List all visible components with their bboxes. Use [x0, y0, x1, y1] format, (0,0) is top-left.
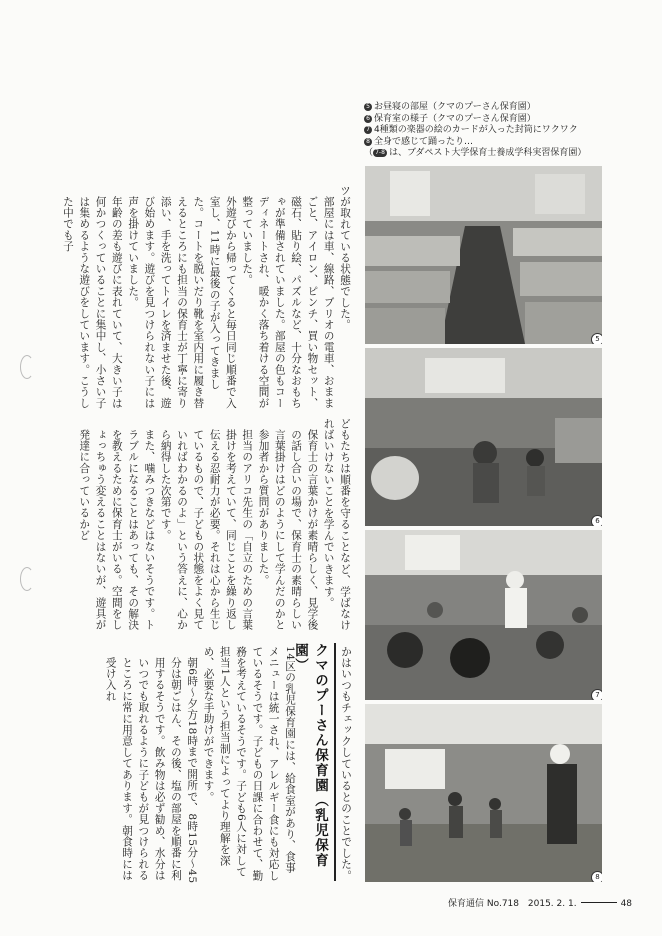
photo-number-7: 7 [591, 689, 602, 700]
caption-note: （ 7-8 は、ブダペスト大学保育士養成学科実習保育園） [364, 148, 587, 159]
publication-name: 保育通信 [448, 899, 485, 909]
paragraph: 部屋には車、線路、ブリオの電車、おままごと、アイロン、ピンチ、買い物セット、磁石、貼り絵、パズルなど、十分なおもちゃが準備されていました。部屋の色もコーディネートされ、暖かく落ち着ける空間が整っていました。 [241, 195, 335, 409]
caption-6: 6 保育室の様子（クマのプーさん保育園） [364, 114, 604, 126]
photo-number-6: 6 [591, 515, 602, 526]
section-subtitle: （乳児保育園） [292, 643, 328, 868]
photo-captions [364, 102, 604, 160]
photo-nap-room-image [365, 166, 602, 344]
paragraph: かはいつもチェックしているとのことでした。 [340, 646, 352, 882]
paragraph: 保育士の言葉かけが素晴らしく、見学後の話し合いの場で、保育士の素晴らしい言葉掛けはどのようにして学んだのかと参加者から質問がありました。 [257, 428, 319, 631]
paragraph: ツが取れている状態でした。 [339, 185, 351, 331]
caption-5: 5 お昼寝の部屋（クマのプーさん保育園） [364, 102, 604, 114]
photo-nap-room [365, 166, 602, 344]
text-column-middle [30, 418, 353, 640]
paragraph: 年齢の差も遊びに表れていて、大きい子は何かつくっていることに集中し、小さい子は集めるような遊びをしています。こうした中でも子 [61, 195, 123, 409]
section-title: クマのプーさん保育園 [312, 643, 328, 793]
page-number: 48 [620, 899, 633, 909]
footer-rule [581, 902, 617, 903]
paragraph: どもたちは順番を守ることなど、学ばなければいけないことを学んでいきます。 [322, 418, 351, 631]
text-column-lower-continuation [336, 646, 354, 884]
paragraph: 14区の乳児保育園には、給食室があり、食事メニューは統一され、アレルギー食にも対応しているそうです。子どもの日課に合わせて、勤務を考えているそうです。子ども6人に対して担当1人という担当制によってより理解を深め、必要な手助けができます。 [202, 646, 296, 882]
photo-playroom-image [365, 348, 602, 526]
paragraph: 外遊びから帰ってくると毎日同じ順番で入室し、11時に最後の子が入ってきました。コートを脱いだり靴を室内用に履き替えるところにも担当の保育士が丁寧に寄り添い、手を洗ってトイレを済ませた後、遊び始めます。遊びを見つけられない子には声を掛けていました。 [127, 195, 237, 409]
text-column-lower [30, 646, 298, 884]
paragraph: 担当のアリコ先生の「自立のための言葉掛けを考えていて、同じことを繰り返し伝える忍耐力が必要。それは心から生じているもので、子どもの状態をよく見ていればわかるのよ」という答えに、心から納得した次第です。 [159, 428, 254, 631]
caption-7: 7 4種類の楽器の絵のカードが入った封筒にワクワク [364, 125, 604, 137]
page-footer [448, 896, 632, 909]
photo-dance [365, 704, 602, 882]
photo-music-circle [365, 530, 602, 700]
caption-8: 8 全身で感じて踊ったり… [364, 137, 604, 149]
paragraph: 朝6時～夕方18時まで開所で、8時15分～45分は朝ごはん、その後、塩の部屋を順番に利用するそうです。飲み物は必ず勧め、水分はいつでも取れるように子どもが見つけられるところに常に用意してあります。朝食時には受け入れ [104, 656, 199, 884]
issue-date: 2015. 2. 1. [527, 899, 577, 909]
photo-number-5: 5 [591, 333, 602, 344]
text-column-upper [30, 185, 353, 410]
paragraph: また、噛みつきなどはないそうです。トラブルになることはあっても、その解決を教えるために保育士がいる。空間をしょっちゅう変えることはないが、遊具が発達に合っているかど [78, 428, 156, 631]
issue-number: No.718 [486, 899, 520, 909]
photo-dance-image [365, 704, 602, 882]
photo-music-circle-image [365, 530, 602, 700]
photo-number-8: 8 [591, 871, 602, 882]
photo-playroom [365, 348, 602, 526]
section-heading [292, 643, 330, 881]
section-heading-rule [334, 643, 336, 881]
